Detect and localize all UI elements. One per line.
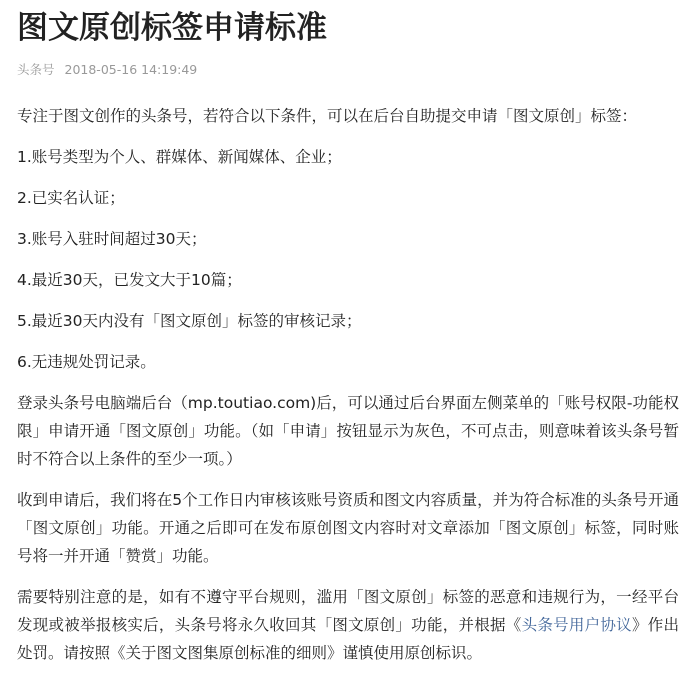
notice-paragraph bbox=[17, 583, 679, 667]
condition-item: 3.账号入驻时间超过30天； bbox=[17, 230, 207, 248]
condition-item: 2.已实名认证； bbox=[17, 189, 125, 207]
notice-text-before: 需要特别注意的是，如有不遵守平台规则，滥用「图文原创」标签的恶意和违规行为，一经平台发现或被举报核实后，头条号将永久收回其「图文原创」功能，并根据《 bbox=[17, 588, 679, 634]
article-meta bbox=[17, 61, 679, 79]
publish-time: 2018-05-16 14:19:49 bbox=[64, 62, 198, 77]
source-name[interactable]: 头条号 bbox=[17, 62, 55, 77]
condition-item: 6.无违规处罚记录。 bbox=[17, 353, 156, 371]
condition-item: 5.最近30天内没有「图文原创」标签的审核记录； bbox=[17, 312, 362, 330]
intro-paragraph: 专注于图文创作的头条号，若符合以下条件，可以在后台自助提交申请「图文原创」标签： bbox=[17, 107, 638, 125]
page-title: 图文原创标签申请标准 bbox=[17, 10, 327, 46]
notice-text-after: 》作出处罚。请按照《关于图文图集原创标准的细则》谨慎使用原创标识。 bbox=[17, 616, 679, 662]
article bbox=[17, 0, 679, 680]
article-body bbox=[17, 102, 679, 667]
condition-item: 1.账号类型为个人、群媒体、新闻媒体、企业； bbox=[17, 148, 342, 166]
condition-item: 4.最近30天，已发文大于10篇； bbox=[17, 271, 242, 289]
review-paragraph: 收到申请后，我们将在5个工作日内审核该账号资质和图文内容质量，并为符合标准的头条号开通「图文原创」功能。开通之后即可在发布原创图文内容时对文章添加「图文原创」标签，同时账号将一并开通「赞赏」功能。 bbox=[17, 491, 679, 565]
apply-paragraph: 登录头条号电脑端后台（mp.toutiao.com)后，可以通过后台界面左侧菜单的「账号权限-功能权限」申请开通「图文原创」功能。（如「申请」按钮显示为灰色，不可点击，则意味着该头条号暂时不符合以上条件的至少一项。） bbox=[17, 394, 679, 468]
user-agreement-link[interactable]: 头条号用户协议 bbox=[521, 616, 632, 634]
